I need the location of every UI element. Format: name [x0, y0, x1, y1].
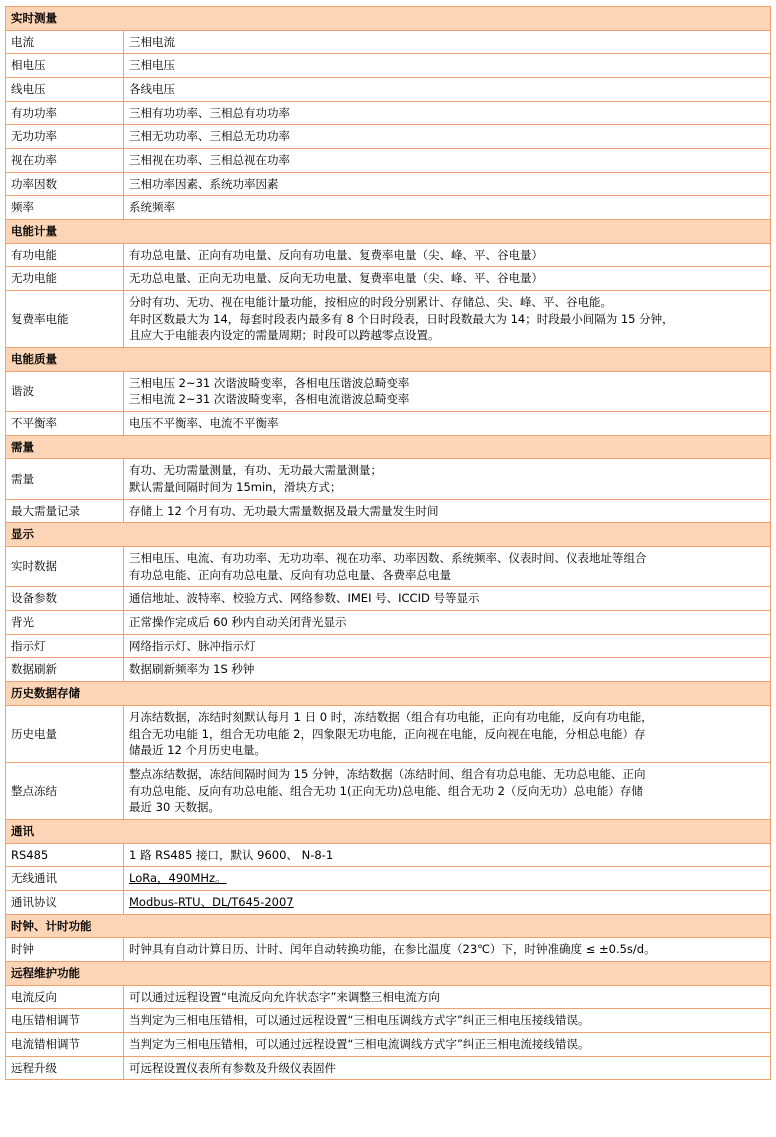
row-label: 功率因数: [6, 172, 124, 196]
table-row: [6, 634, 771, 658]
row-label: 无功功率: [6, 125, 124, 149]
section-title: 远程维护功能: [6, 961, 771, 985]
table-row: [6, 762, 771, 819]
row-label: 线电压: [6, 78, 124, 102]
table-row: [6, 547, 771, 587]
table-row: [6, 243, 771, 267]
row-value: [124, 1056, 771, 1080]
section-header-row: [6, 914, 771, 938]
table-row: [6, 459, 771, 499]
table-row: [6, 371, 771, 411]
section-header-row: [6, 961, 771, 985]
row-value: [124, 1032, 771, 1056]
row-value: [124, 243, 771, 267]
row-label: 电流反向: [6, 985, 124, 1009]
table-row: [6, 172, 771, 196]
section-header-row: [6, 348, 771, 372]
row-value-line: 三相功率因素、系统功率因素: [129, 176, 279, 191]
row-label: 实时数据: [6, 547, 124, 587]
table-row: [6, 196, 771, 220]
section-header-row: [6, 7, 771, 31]
row-value-line: 三相电压、电流、有功功率、无功功率、视在功率、功率因数、系统频率、仪表时间、仪表地址等组合: [129, 551, 647, 566]
row-value-line: 最近 30 天数据。: [129, 800, 220, 815]
row-value-line: 默认需量间隔时间为 15min，滑块方式；: [129, 480, 342, 495]
row-value-line: 当判定为三相电压错相，可以通过远程设置“三相电流调线方式字”纠正三相电流接线错误。: [129, 1036, 590, 1051]
row-label: 相电压: [6, 54, 124, 78]
row-value-line: 有功总电能、正向有功总电量、反向有功总电量、各费率总电量: [129, 567, 451, 582]
table-row: [6, 705, 771, 762]
row-value: [124, 985, 771, 1009]
table-row: [6, 101, 771, 125]
row-value: [124, 172, 771, 196]
row-value: [124, 843, 771, 867]
row-label: RS485: [6, 843, 124, 867]
table-row: [6, 1009, 771, 1033]
row-label: 最大需量记录: [6, 499, 124, 523]
row-value-line: 储最近 12 个月历史电量。: [129, 743, 266, 758]
table-row: [6, 611, 771, 635]
section-header-row: [6, 220, 771, 244]
row-label: 时钟: [6, 938, 124, 962]
row-value: [124, 101, 771, 125]
table-row: [6, 499, 771, 523]
section-header-row: [6, 819, 771, 843]
table-row: [6, 1032, 771, 1056]
row-value-line: 无功总电量、正向无功电量、反向无功电量、复费率电量（尖、峰、平、谷电量）: [129, 271, 543, 286]
row-label: 电压错相调节: [6, 1009, 124, 1033]
row-label: 无线通讯: [6, 867, 124, 891]
section-title: 电能质量: [6, 348, 771, 372]
row-value-line: 年时区数最大为 14，每套时段表内最多有 8 个日时段表，日时段数最大为 14；时段最小间隔为 15 分钟，: [129, 311, 674, 326]
row-value-line: 通信地址、波特率、校验方式、网络参数、IMEI 号、ICCID 号等显示: [129, 591, 480, 606]
row-label: 指示灯: [6, 634, 124, 658]
row-value: [124, 547, 771, 587]
row-label: 谐波: [6, 371, 124, 411]
row-label: 有功电能: [6, 243, 124, 267]
section-header-row: [6, 523, 771, 547]
row-value-line: 三相电压: [129, 58, 175, 73]
row-label: 电流: [6, 30, 124, 54]
row-value-line: 有功总电量、正向有功电量、反向有功电量、复费率电量（尖、峰、平、谷电量）: [129, 247, 543, 262]
table-row: [6, 658, 771, 682]
table-row: [6, 149, 771, 173]
row-value-line: 有功总电能、反向有功总电能、组合无功 1(正向无功)总电能、组合无功 2（反向无功）总电能）存储: [129, 783, 643, 798]
row-value: [124, 371, 771, 411]
table-row: [6, 30, 771, 54]
section-header-row: [6, 435, 771, 459]
section-title: 电能计量: [6, 220, 771, 244]
row-value: [124, 54, 771, 78]
section-title: 时钟、计时功能: [6, 914, 771, 938]
spec-table: [5, 6, 771, 1080]
row-value: [124, 890, 771, 914]
row-value-line: 系统频率: [129, 200, 175, 215]
row-value-line: 组合无功电能 1，组合无功电能 2，四象限无功电能，正向视在电能，反向视在电能，分相总电能）存: [129, 726, 646, 741]
row-value-line: 存储上 12 个月有功、无功最大需量数据及最大需量发生时间: [129, 503, 439, 518]
row-label: 电流错相调节: [6, 1032, 124, 1056]
row-value-line: 分时有功、无功、视在电能计量功能，按相应的时段分别累计、存储总、尖、峰、平、谷电能。: [129, 295, 612, 310]
row-value: [124, 196, 771, 220]
row-value: [124, 658, 771, 682]
row-label: 频率: [6, 196, 124, 220]
row-value: [124, 762, 771, 819]
table-row: [6, 412, 771, 436]
row-label: 远程升级: [6, 1056, 124, 1080]
row-value: [124, 78, 771, 102]
row-value-line: 三相无功功率、三相总无功功率: [129, 129, 290, 144]
row-value-line: 时钟具有自动计算日历、计时、闰年自动转换功能，在参比温度（23℃）下，时钟准确度 ≤ ±0.5s/d。: [129, 942, 656, 957]
row-value-line: 可远程设置仪表所有参数及升级仪表固件: [129, 1060, 336, 1075]
row-value-line: 网络指示灯、脉冲指示灯: [129, 638, 256, 653]
row-value: [124, 459, 771, 499]
table-row: [6, 267, 771, 291]
row-value: [124, 149, 771, 173]
row-label: 数据刷新: [6, 658, 124, 682]
row-value-line: 且应大于电能表内设定的需量周期；时段可以跨越零点设置。: [129, 328, 440, 343]
row-value: [124, 611, 771, 635]
row-value: [124, 634, 771, 658]
row-value-line: 三相视在功率、三相总视在功率: [129, 153, 290, 168]
row-label: 需量: [6, 459, 124, 499]
row-label: 历史电量: [6, 705, 124, 762]
section-title: 历史数据存储: [6, 682, 771, 706]
table-row: [6, 890, 771, 914]
row-value-line: 1 路 RS485 接口，默认 9600、 N-8-1: [129, 847, 334, 862]
row-value-line: 整点冻结数据，冻结间隔时间为 15 分钟，冻结数据（冻结时间、组合有功总电能、无功总电能、正向: [129, 766, 646, 781]
row-value-line: 电压不平衡率、电流不平衡率: [129, 416, 279, 431]
row-value-line: Modbus-RTU、DL/T645-2007: [129, 894, 294, 909]
table-row: [6, 985, 771, 1009]
row-value: [124, 867, 771, 891]
row-value: [124, 499, 771, 523]
row-label: 无功电能: [6, 267, 124, 291]
row-value: [124, 125, 771, 149]
row-value-line: 三相电流 2~31 次谐波畸变率，各相电流谐波总畸变率: [129, 392, 410, 407]
section-title: 需量: [6, 435, 771, 459]
row-label: 视在功率: [6, 149, 124, 173]
table-row: [6, 843, 771, 867]
section-header-row: [6, 682, 771, 706]
row-label: 通讯协议: [6, 890, 124, 914]
row-value-line: 有功、无功需量测量，有功、无功最大需量测量；: [129, 463, 382, 478]
row-value: [124, 1009, 771, 1033]
row-value-line: 正常操作完成后 60 秒内自动关闭背光显示: [129, 615, 347, 630]
table-row: [6, 587, 771, 611]
row-value-line: 当判定为三相电压错相，可以通过远程设置“三相电压调线方式字”纠正三相电压接线错误。: [129, 1013, 590, 1028]
table-row: [6, 1056, 771, 1080]
row-value-line: LoRa，490MHz。: [129, 871, 227, 886]
row-value: [124, 705, 771, 762]
row-value-line: 月冻结数据，冻结时刻默认每月 1 日 0 时，冻结数据（组合有功电能，正向有功电能，反向有功电能，: [129, 709, 653, 724]
row-label: 有功功率: [6, 101, 124, 125]
row-value-line: 三相电压 2~31 次谐波畸变率，各相电压谐波总畸变率: [129, 375, 410, 390]
row-value: [124, 291, 771, 348]
table-row: [6, 867, 771, 891]
row-value: [124, 587, 771, 611]
row-value-line: 数据刷新频率为 1S 秒钟: [129, 662, 255, 677]
row-label: 设备参数: [6, 587, 124, 611]
table-row: [6, 78, 771, 102]
row-value: [124, 412, 771, 436]
table-row: [6, 54, 771, 78]
section-title: 通讯: [6, 819, 771, 843]
section-title: 显示: [6, 523, 771, 547]
row-value-line: 三相有功功率、三相总有功功率: [129, 105, 290, 120]
row-value-line: 各线电压: [129, 82, 175, 97]
row-label: 不平衡率: [6, 412, 124, 436]
row-label: 背光: [6, 611, 124, 635]
table-row: [6, 291, 771, 348]
section-title: 实时测量: [6, 7, 771, 31]
row-label: 整点冻结: [6, 762, 124, 819]
row-value: [124, 938, 771, 962]
table-row: [6, 125, 771, 149]
row-value: [124, 267, 771, 291]
table-row: [6, 938, 771, 962]
row-label: 复费率电能: [6, 291, 124, 348]
row-value: [124, 30, 771, 54]
row-value-line: 三相电流: [129, 34, 175, 49]
row-value-line: 可以通过远程设置“电流反向允许状态字”来调整三相电流方向: [129, 989, 440, 1004]
